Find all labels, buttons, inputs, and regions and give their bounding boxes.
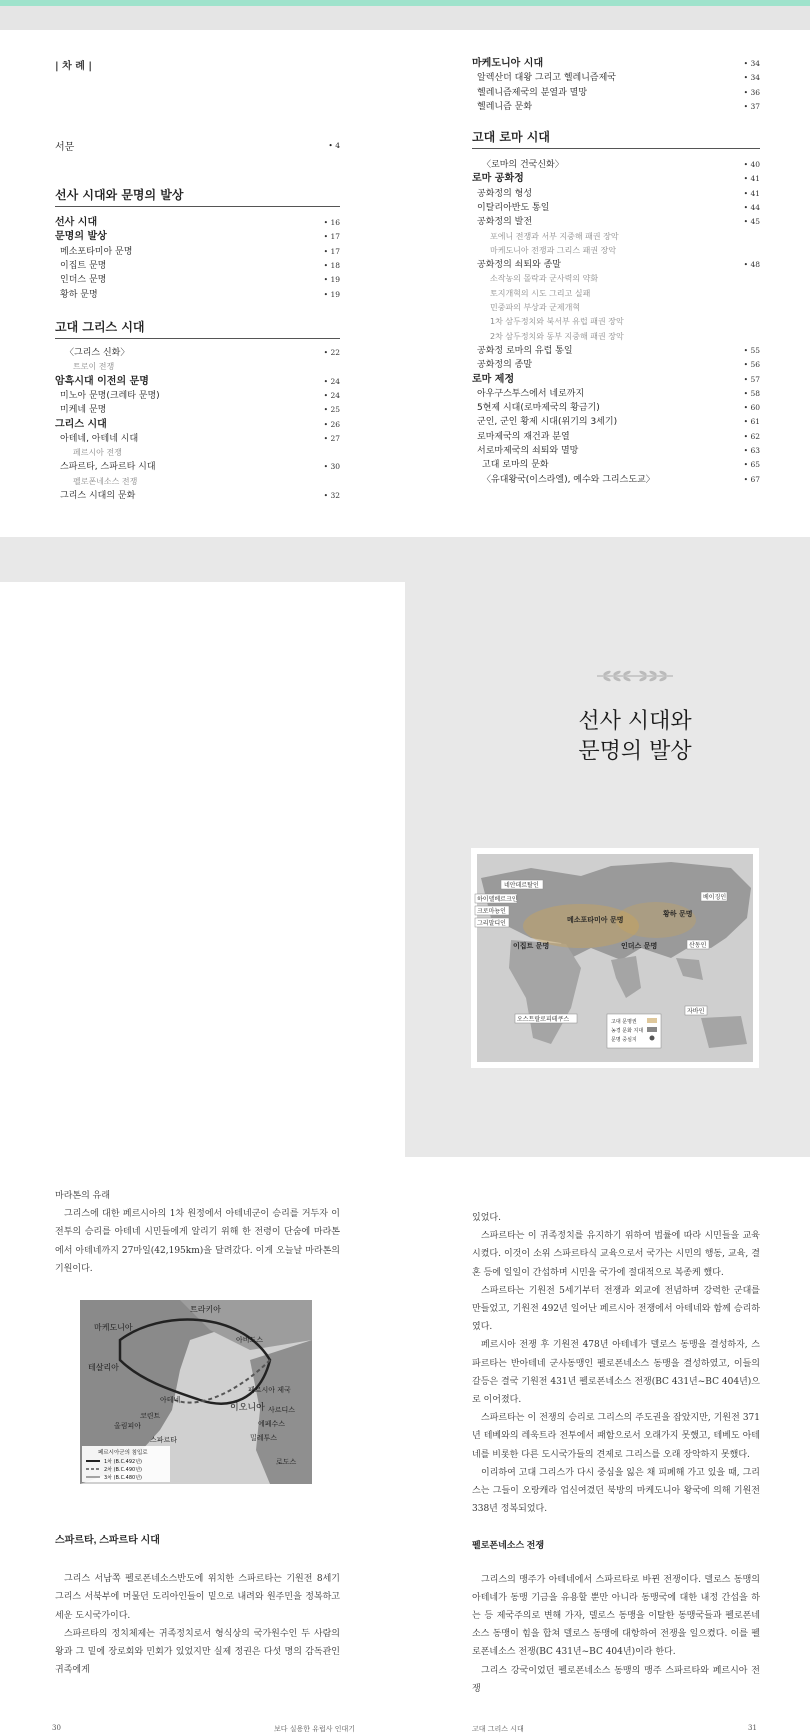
map-label-grimaldi: 그리말디인 (477, 920, 506, 927)
toc-entry-page: • 37 (743, 101, 760, 111)
toc-intro-page: • 4 (328, 141, 340, 150)
toc-entry-page: • 60 (743, 403, 760, 413)
toc-entry (472, 444, 760, 458)
toc-entry-page: • 63 (743, 446, 760, 455)
toc-entry-title: 스파르타, 스파르타 시대 (60, 462, 156, 473)
map-label-egypt: 이집트 문명 (513, 942, 550, 950)
toc-entry-page: • 32 (323, 491, 340, 500)
toc-section-title: 선사 시대와 문명의 발상 (55, 188, 184, 202)
toc-entry-page: • 24 (323, 376, 340, 386)
toc-entry (55, 418, 340, 432)
map-label-heidelberg: 하이델베르크인 (477, 896, 518, 903)
toc-entry (55, 403, 340, 417)
toc-entry (55, 375, 340, 389)
toc-entry-title: 소작농의 몰락과 군사력의 약화 (490, 274, 599, 284)
toc-entry-page: • 65 (743, 460, 760, 470)
toc-section-rule (55, 206, 340, 207)
toc-entry-page: • 62 (743, 431, 760, 441)
marathon-box-text: 그리스에 대한 페르시아의 1차 원정에서 아테네군이 승리를 거두자 이 전투의 승리를 아테네 시민들에게 알리기 위해 한 전령이 단숨에 마라톤에서 아테네까지 27마일(42,195km)을 달려갔다. 이게 오늘날 마라톤의 기원이다. (55, 1209, 340, 1274)
map-legend-title: 페르시아군의 침입로 (98, 1450, 148, 1456)
map-label: 밀레투스 (250, 1434, 278, 1442)
toc-entry-title: 헬레니즘제국의 분열과 멸망 (477, 87, 588, 98)
toc-entry-title: 공화정의 쇠퇴와 종말 (477, 260, 561, 271)
toc-entry-title: 메소포타미아 문명 (60, 246, 133, 257)
toc-entry-page: • 25 (323, 405, 340, 415)
toc-entry (472, 201, 760, 215)
toc-entry (472, 473, 760, 487)
civilizations-world-map (471, 848, 759, 1068)
toc-entry-page: • 56 (743, 360, 760, 370)
marathon-box (55, 1187, 340, 1278)
toc-entry (472, 244, 760, 258)
toc-entry (472, 301, 760, 315)
toc-entry-title: 포에니 전쟁과 서부 지중해 패권 장악 (490, 231, 619, 241)
map-legend-item: 2차 (B.C.490년) (104, 1467, 142, 1473)
toc-entry-title: 아우구스투스에서 네로까지 (477, 388, 585, 399)
body-paragraph: 스파르타의 정치체제는 귀족정치로서 형식상의 국가원수인 두 사람의 왕과 그 밑에 장로회와 민회가 있었지만 실제 정권은 다섯 명의 감독관인 귀족에게 (55, 1628, 340, 1676)
toc-entry (472, 230, 760, 244)
toc-entry-title: 공화정의 형성 (477, 188, 533, 199)
toc-intro (55, 138, 340, 153)
section-heading: 펠로폰네소스 전쟁 (472, 1540, 545, 1551)
table-of-contents (0, 30, 810, 535)
toc-intro-title: 서문 (55, 142, 75, 153)
map-legend-item: 문명 중심지 (611, 1037, 637, 1043)
toc-entry-title: 토지개혁의 시도 그리고 실패 (490, 288, 591, 298)
toc-entry (55, 475, 340, 489)
toc-entry-page: • 19 (323, 289, 340, 299)
toc-entry-title: 황하 문명 (60, 289, 98, 300)
body-paragraph: 페르시아 전쟁 후 기원전 478년 아테네가 델로스 동맹을 결성하자, 스파르타는 반아테네 군사동맹인 펠로폰네소스 동맹을 결성하였고, 이들의 갈등은 결국 기원전 431년 펠로폰네소스 전쟁(BC 431년~BC 404년)으로 이어졌다. (472, 1340, 760, 1406)
persian-invasion-map (80, 1300, 312, 1484)
map-legend-item: 농경 문화 지대 (611, 1028, 644, 1034)
toc-entry (472, 57, 760, 71)
toc-entry-title: 로마 공화정 (472, 173, 524, 185)
chapter-opener (0, 537, 810, 1157)
toc-entry (472, 215, 760, 229)
map-label: 코린트 (140, 1412, 161, 1420)
toc-entry-page: • 44 (743, 202, 760, 212)
body-paragraph: 그리스 강국이었던 펠로폰네소스 동맹의 맹주 스파르타와 페르시아 전쟁 (472, 1665, 760, 1694)
toc-entry (472, 430, 760, 444)
toc-entry-title: 〈유대왕국(이스라엘), 예수와 그리스도교〉 (482, 474, 655, 485)
toc-entry (472, 187, 760, 201)
toc-entry-title: 펠로폰네소스 전쟁 (73, 476, 138, 486)
toc-entry (472, 401, 760, 415)
toc-section-heading (55, 318, 340, 335)
page-number-right: 31 (748, 1724, 757, 1732)
toc-entry-title: 마케도니아 전쟁과 그리스 패권 장악 (490, 245, 617, 255)
toc-entry (472, 387, 760, 401)
toc-entry (55, 230, 340, 244)
toc-entry-title: 이집트 문명 (60, 260, 107, 271)
civilization-zone (616, 902, 696, 938)
toc-entry (472, 330, 760, 344)
toc-entry-title: 〈그리스 신화〉 (65, 348, 130, 358)
toc-entry-title: 선사 시대 (55, 217, 98, 228)
map-label-sangdong: 산동인 (689, 942, 707, 949)
toc-entry-page: • 24 (323, 390, 340, 400)
toc-entry-title: 문명의 발상 (55, 231, 107, 243)
toc-entry-page: • 55 (743, 345, 760, 355)
toc-entry (55, 288, 340, 302)
toc-entry (472, 373, 760, 387)
toc-entry-title: 미케네 문명 (60, 405, 107, 416)
toc-entry-page: • 27 (323, 433, 340, 443)
map-label-mesopotamia: 메소포타미아 문명 (567, 916, 624, 924)
toc-entry (55, 360, 340, 374)
toc-entry-title: 암흑시대 이전의 문명 (55, 375, 149, 387)
toc-entry (55, 460, 340, 474)
toc-left-column (55, 30, 340, 535)
toc-entry (472, 272, 760, 286)
toc-entry (472, 172, 760, 186)
toc-entry-title: 공화정의 종말 (477, 360, 533, 371)
toc-entry-title: 그리스 시대의 문화 (60, 491, 136, 501)
marathon-box-title: 마라톤의 유래 (55, 1191, 111, 1201)
map-label-huanghe: 황하 문명 (663, 910, 693, 918)
map-label: 로도스 (276, 1458, 297, 1466)
toc-entry-title: 이탈리아반도 통일 (477, 202, 550, 213)
toc-entry-title: 공화정 로마의 유럽 통일 (477, 345, 573, 356)
toc-entry-title: 헬레니즘 문화 (477, 101, 533, 112)
toc-entry-page: • 16 (323, 218, 340, 227)
toc-entry (472, 415, 760, 429)
body-paragraph: 그리스 서남쪽 펠로폰네소스반도에 위치한 스파르타는 기원전 8세기 그리스 서북부에 머물던 도리아인들이 밑으로 내려와 원주민을 정복하고 세운 도시국가이다. (55, 1574, 340, 1621)
toc-entry-page: • 61 (743, 417, 760, 427)
toc-entry-title: 군인, 군인 황제 시대(위기의 3세기) (477, 417, 618, 428)
map-label: 올림피아 (114, 1422, 142, 1430)
toc-entry-title: 5현제 시대(로마제국의 황금기) (477, 403, 600, 414)
body-paragraph: 그리스의 맹주가 아테네에서 스파르타로 바뀐 전쟁이다. 델로스 동맹의 아테네가 동맹 기금을 유용할 뿐만 아니라 동맹국에 대한 내정 간섭을 하는 등 제국주의로 변해 가자, 델로스 동맹을 이탈한 동맹국들과 펠로폰네소스 동맹이 힘을 합쳐 델로스 동맹에 대항하여 전쟁을 일으켰다. 이를 펠로폰네소스 전쟁(BC 431년~BC 404년)이라 한다. (472, 1574, 760, 1658)
toc-section-title: 고대 그리스 시대 (55, 320, 145, 334)
toc-entry-title: 페르시아 전쟁 (73, 448, 122, 458)
toc-entry-title: 아테네, 아테네 시대 (60, 433, 139, 444)
body-paragraph: 스파르타는 이 귀족정치를 유지하기 위하여 법률에 따라 시민들을 교육시켰다. 이것이 소위 스파르타식 교육으로서 국가는 시민의 행동, 교육, 결혼 등에 일일이 간섭하며 시민을 국가에 절대적으로 복종케 했다. (472, 1231, 760, 1278)
toc-entry (55, 259, 340, 273)
toc-entry-title: 로마 제정 (472, 373, 515, 385)
toc-entry-page: • 45 (743, 217, 760, 227)
left-page-body (55, 1532, 340, 1679)
toc-entry-page: • 48 (743, 260, 760, 270)
map-legend-item: 3차 (B.C.480년) (104, 1475, 142, 1481)
laurel-ornament-icon (593, 669, 677, 683)
toc-entry-title: 민중파의 부상과 군제개혁 (490, 303, 581, 312)
toc-entry-title: 고대 로마의 문화 (482, 460, 549, 471)
toc-entry (55, 389, 340, 403)
toc-entry-page: • 41 (743, 174, 760, 184)
map-label: 이오니아 (230, 1403, 265, 1413)
map-label: 사르디스 (268, 1406, 296, 1414)
map-label: 에페수스 (258, 1420, 286, 1428)
toc-entry-page: • 17 (323, 246, 340, 256)
map-label: 아비도스 (236, 1336, 264, 1344)
toc-entry (472, 71, 760, 85)
map-label: 페르시아 제국 (248, 1386, 291, 1394)
toc-entry-title: 트로이 전쟁 (73, 362, 115, 372)
toc-entry (55, 432, 340, 446)
toc-entry-page: • 41 (743, 188, 760, 198)
toc-entry (472, 100, 760, 114)
toc-entry (55, 273, 340, 287)
toc-entry (55, 489, 340, 503)
toc-section-rule (472, 148, 760, 149)
chapter-title-line2: 문명의 발상 (578, 739, 692, 764)
map-label: 마케도니아 (94, 1323, 133, 1332)
toc-entry-page: • 34 (743, 73, 760, 83)
map-label: 트라키아 (190, 1305, 221, 1314)
chapter-title (500, 707, 770, 767)
chapter-title-line1: 선사 시대와 (578, 709, 692, 734)
map-label-cromagnon: 크로마뇽인 (477, 908, 506, 915)
toc-entry-title: 마케도니아 시대 (472, 58, 544, 69)
section-heading: 스파르타, 스파르타 시대 (55, 1535, 160, 1546)
toc-entry (55, 446, 340, 460)
map-legend-item: 1차 (B.C.492년) (104, 1459, 142, 1465)
toc-entry (472, 344, 760, 358)
toc-entry (472, 315, 760, 329)
toc-entry (55, 346, 340, 360)
running-title-right: 고대 그리스 시대 (472, 1725, 524, 1733)
map-label-peking: 베이징인 (703, 894, 727, 901)
toc-entry-page: • 22 (323, 348, 340, 357)
toc-entry-page: • 18 (323, 260, 340, 270)
right-page-body (472, 1209, 760, 1698)
map-label: 테살리아 (88, 1363, 119, 1372)
toc-entry-page: • 19 (323, 275, 340, 285)
toc-entry-page: • 40 (743, 160, 760, 169)
opener-white-panel (0, 582, 405, 1157)
toc-entry-page: • 58 (743, 388, 760, 398)
toc-entry-page: • 17 (323, 232, 340, 242)
toc-entry-page: • 36 (743, 87, 760, 97)
toc-section-heading (472, 128, 760, 145)
map-label-java: 자바인 (687, 1008, 705, 1015)
body-paragraph: 있었다. (472, 1213, 501, 1223)
body-paragraph: 이리하여 고대 그리스가 다시 중심을 잃은 채 피폐해 가고 있을 때, 그리스는 그들이 오랑캐라 업신여겼던 북방의 마케도니아 왕국에 의해 기원전 338년 정복되었다. (472, 1467, 760, 1515)
toc-entry (472, 358, 760, 372)
toc-entry-page: • 67 (743, 474, 760, 484)
toc-entry (55, 245, 340, 259)
body-paragraph: 스파르타는 이 전쟁의 승리로 그리스의 주도권을 잡았지만, 기원전 371년 테베와의 레욱트라 전투에서 패함으로서 오래가지 못했고, 테베도 아테네를 비롯한 다른 도시국가들의 견제로 그리스를 오래 장악하지 못했다. (472, 1413, 760, 1460)
toc-section-heading (55, 186, 340, 203)
toc-section-title: 고대 로마 시대 (472, 130, 550, 144)
toc-entry-title: 알렉산더 대왕 그리고 헬레니즘제국 (477, 73, 616, 84)
australia-landmass (701, 1016, 747, 1048)
toc-entry (472, 258, 760, 272)
toc-entry-page: • 57 (743, 374, 760, 384)
map-label-australopithecus: 오스트랄로피테쿠스 (517, 1016, 570, 1023)
toc-label: | 차 례 | (55, 61, 93, 72)
toc-entry-title: 공화정의 발전 (477, 217, 533, 228)
toc-entry (55, 216, 340, 230)
page-number-left: 30 (52, 1724, 61, 1732)
map-label: 스파르타 (150, 1436, 178, 1444)
map-label-neanderthal: 네안데르탈인 (504, 882, 539, 889)
toc-entry-title: 인더스 문명 (60, 275, 107, 286)
toc-entry (472, 458, 760, 472)
map-label: 아테네 (160, 1396, 181, 1404)
toc-entry (472, 158, 760, 172)
toc-entry-title: 서로마제국의 쇠퇴와 멸망 (477, 446, 579, 456)
body-paragraph: 스파르타는 기원전 5세기부터 전쟁과 외교에 전념하며 강력한 군대를 만들었고, 기원전 492년 일어난 페르시아 전쟁에서 아테네와 함께 승리하였다. (472, 1285, 760, 1333)
toc-entry-title: 1차 삼두정치와 북서부 유럽 패권 장악 (490, 317, 624, 327)
running-title-left: 보다 실용한 유럽사 인대기 (274, 1725, 356, 1733)
top-gray-band (0, 6, 810, 30)
toc-entry (472, 86, 760, 100)
toc-entry (472, 287, 760, 301)
toc-entry-title: 그리스 시대 (55, 418, 107, 430)
toc-entry-page: • 26 (323, 419, 340, 429)
toc-entry-page: • 34 (743, 59, 760, 68)
toc-entry-page: • 30 (323, 462, 340, 472)
book-spread (0, 1157, 810, 1734)
map-legend-item: 고대 문명권 (611, 1019, 637, 1025)
toc-entry-title: 미노아 문명(크레타 문명) (60, 390, 160, 401)
toc-entry-title: 2차 삼두정치와 동부 지중해 패권 장악 (490, 331, 624, 341)
toc-entry-title: 〈로마의 건국신화〉 (482, 160, 564, 170)
toc-entry-title: 로마제국의 재건과 분열 (477, 431, 570, 442)
toc-section-rule (55, 338, 340, 339)
map-label-indus: 인더스 문명 (621, 942, 658, 950)
toc-right-column (472, 30, 760, 535)
